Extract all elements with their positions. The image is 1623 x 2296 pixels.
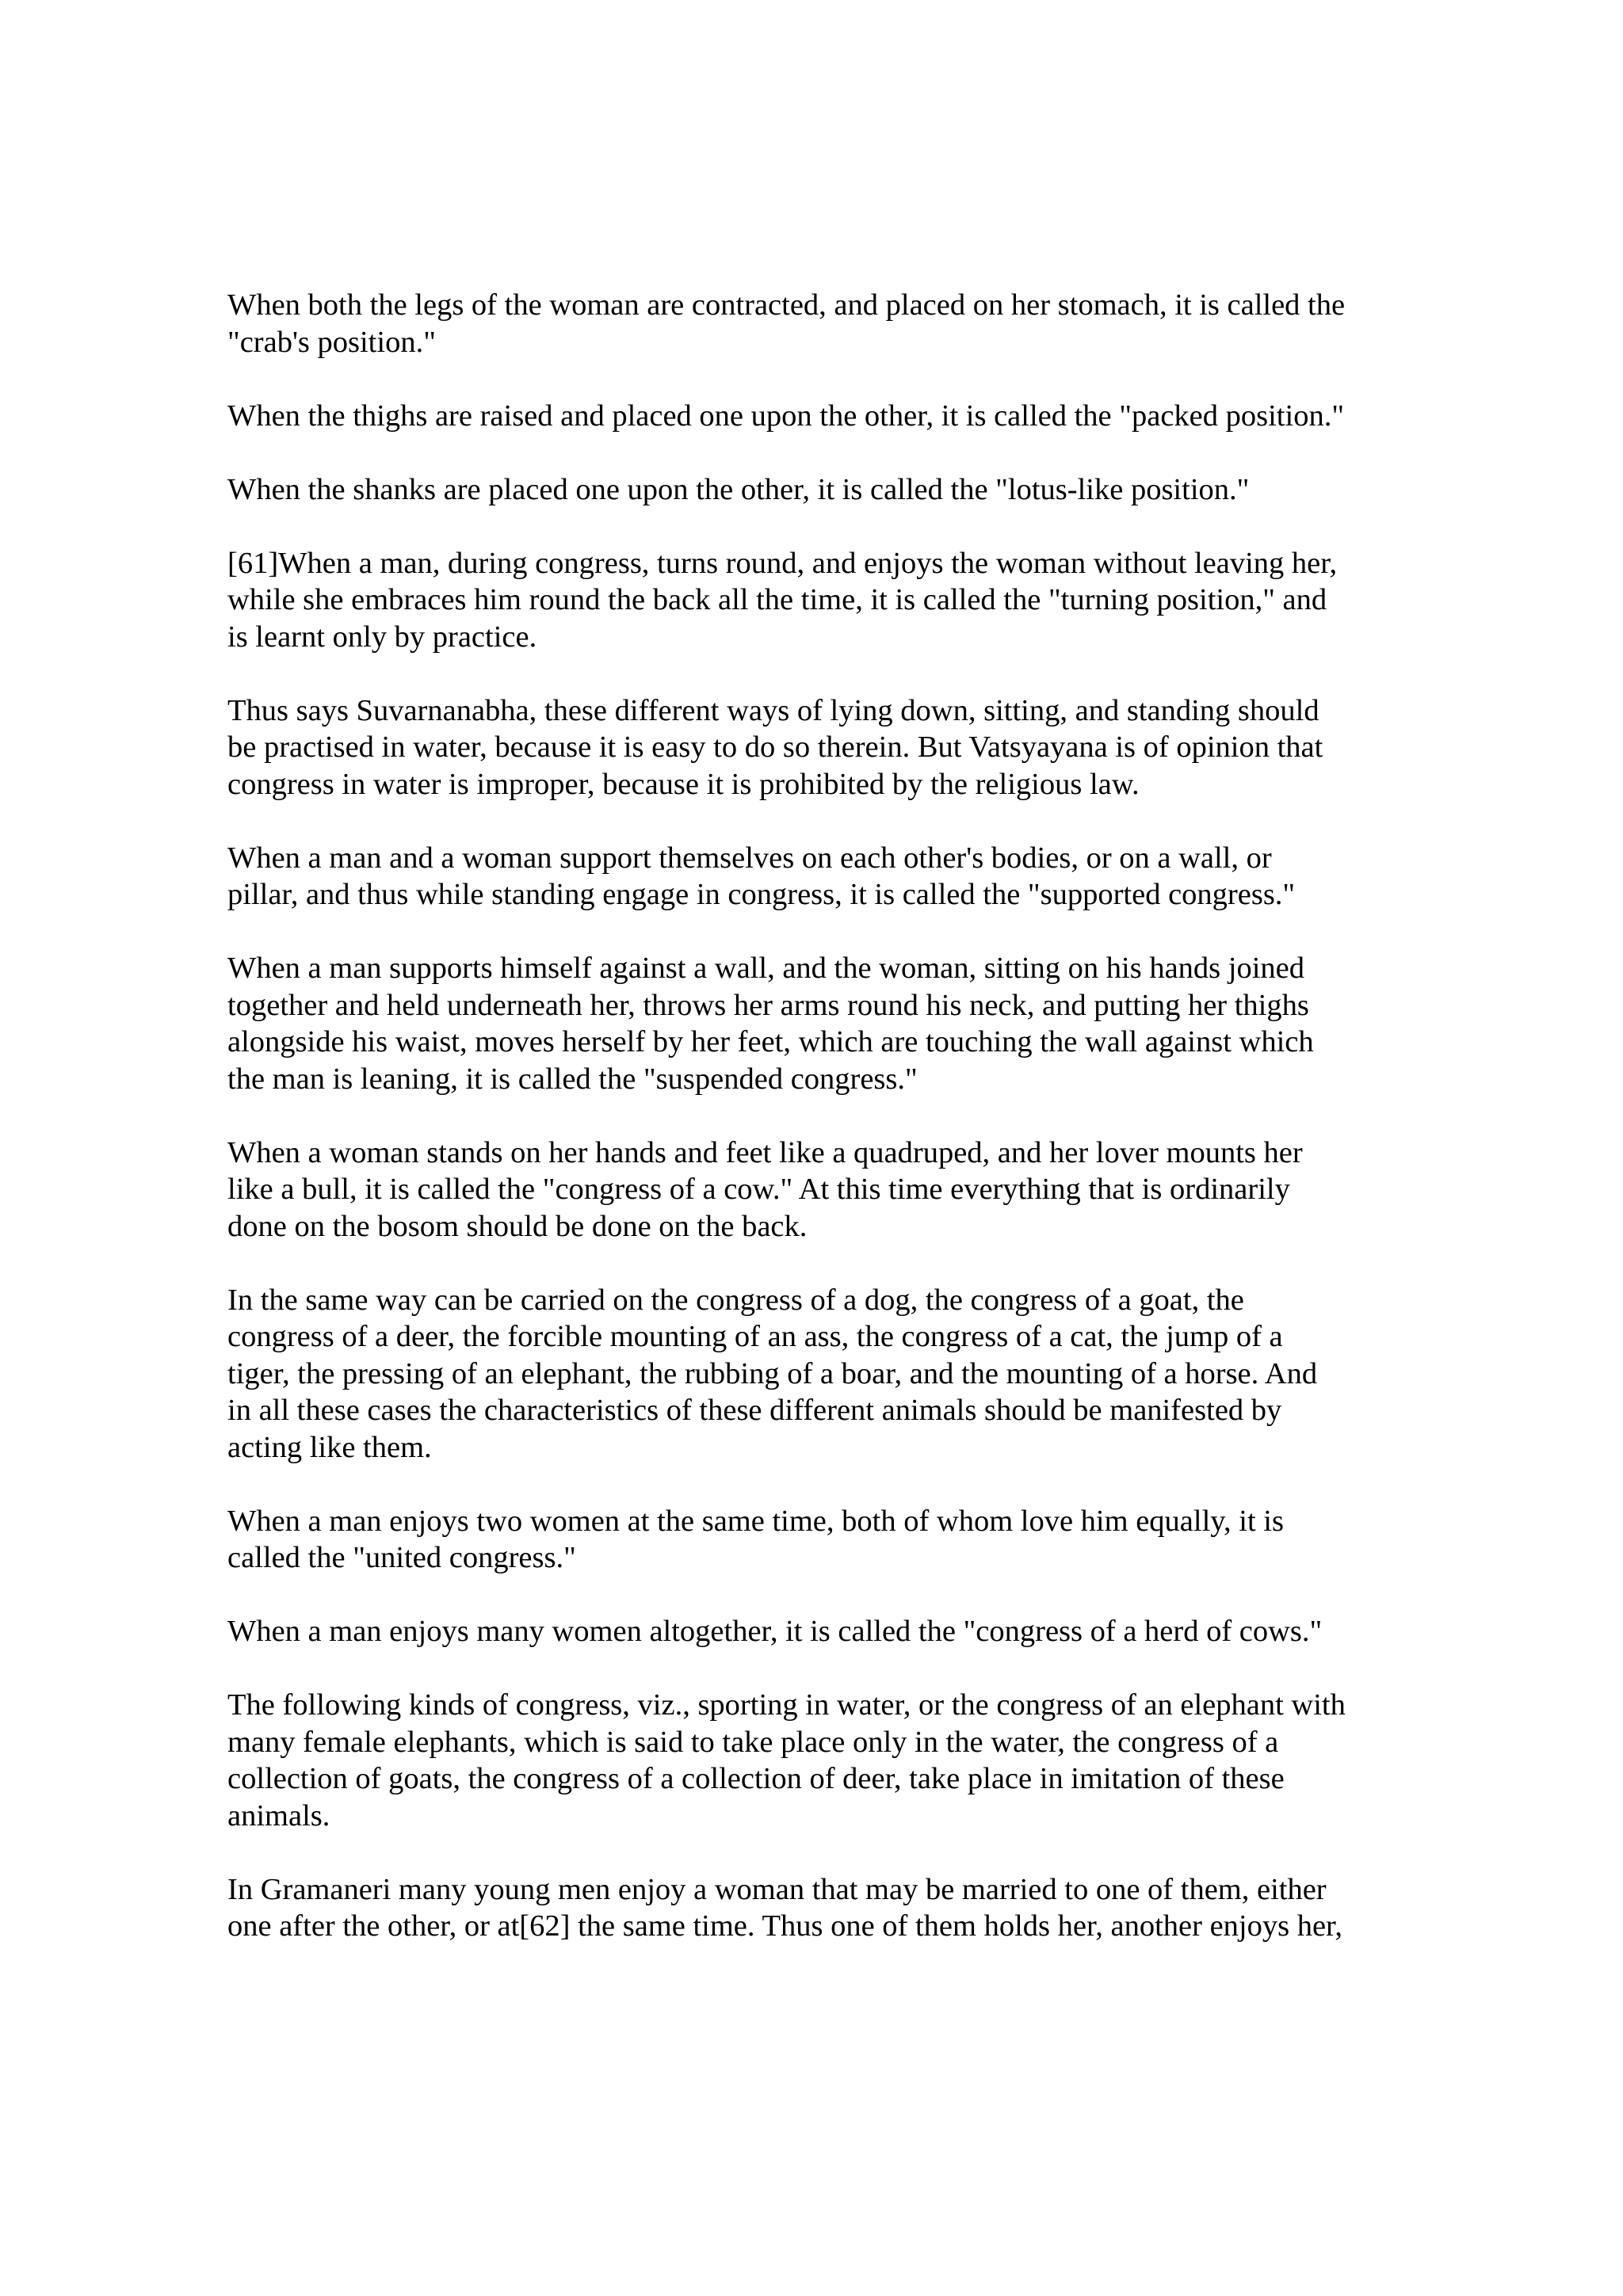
text-line: When a man and a woman support themselves on each other's bodies, or on a wall, or [227, 841, 1272, 875]
text-line: Thus says Suvarnanabha, these different ways of lying down, sitting, and standing should [227, 693, 1319, 727]
paragraph [227, 1871, 1416, 1945]
text-line: When a man enjoys two women at the same time, both of whom love him equally, it is [227, 1504, 1284, 1538]
text-line: When both the legs of the woman are contracted, and placed on her stomach, it is called the [227, 288, 1346, 322]
text-line: congress of a deer, the forcible mounting of an ass, the congress of a cat, the jump of a [227, 1320, 1283, 1353]
paragraph [227, 471, 1416, 509]
text-line: together and held underneath her, throws her arms round his neck, and putting her thighs [227, 988, 1309, 1022]
paragraph [227, 950, 1416, 1097]
text-line: be practised in water, because it is easy to do so therein. But Vatsyayana is of opinion that [227, 730, 1323, 764]
paragraph [227, 692, 1416, 803]
paragraph [227, 1687, 1416, 1834]
paragraph [227, 287, 1416, 360]
text-line: When a woman stands on her hands and feet like a quadruped, and her lover mounts her [227, 1135, 1303, 1169]
text-line: [61]When a man, during congress, turns round, and enjoys the woman without leaving her, [227, 546, 1338, 580]
text-line: in all these cases the characteristics of these different animals should be manifested by [227, 1394, 1282, 1427]
text-line: acting like them. [227, 1430, 432, 1464]
text-line: collection of goats, the congress of a collection of deer, take place in imitation of these [227, 1762, 1285, 1795]
text-line: When the shanks are placed one upon the other, it is called the "lotus-like position." [227, 472, 1250, 506]
text-line: pillar, and thus while standing engage in congress, it is called the "supported congress." [227, 878, 1296, 911]
text-line: called the "united congress." [227, 1541, 576, 1574]
paragraph [227, 1282, 1416, 1466]
text-line: many female elephants, which is said to take place only in the water, the congress of a [227, 1725, 1279, 1759]
text-line: When a man supports himself against a wall, and the woman, sitting on his hands joined [227, 952, 1305, 985]
text-line: congress in water is improper, because it is prohibited by the religious law. [227, 767, 1140, 801]
text-line: The following kinds of congress, viz., sporting in water, or the congress of an elephant with [227, 1688, 1346, 1722]
text-line: When the thighs are raised and placed one upon the other, it is called the "packed position." [227, 399, 1345, 433]
text-line: the man is leaning, it is called the "suspended congress." [227, 1062, 918, 1096]
text-line: tiger, the pressing of an elephant, the rubbing of a boar, and the mounting of a horse. And [227, 1356, 1318, 1390]
paragraph [227, 1613, 1416, 1650]
paragraph [227, 545, 1416, 656]
paragraph [227, 398, 1416, 435]
body-text [227, 287, 1416, 1981]
text-line: "crab's position." [227, 325, 436, 359]
paragraph [227, 840, 1416, 913]
text-line: animals. [227, 1798, 330, 1833]
text-line: is learnt only by practice. [227, 620, 537, 654]
text-line: one after the other, or at[62] the same time. Thus one of them holds her, another enjoys her, [227, 1909, 1342, 1943]
paragraph [227, 1503, 1416, 1577]
text-line: done on the bosom should be done on the back. [227, 1209, 808, 1243]
text-line: alongside his waist, moves herself by her feet, which are touching the wall against which [227, 1025, 1314, 1058]
text-line: In Gramaneri many young men enjoy a woman that may be married to one of them, either [227, 1872, 1327, 1906]
text-line: while she embraces him round the back all the time, it is called the "turning position," and [227, 583, 1327, 616]
paragraph [227, 1135, 1416, 1245]
text-line: In the same way can be carried on the congress of a dog, the congress of a goat, the [227, 1283, 1244, 1317]
text-line: like a bull, it is called the "congress of a cow." At this time everything that is ordinarily [227, 1173, 1290, 1206]
text-line: When a man enjoys many women altogether, it is called the "congress of a herd of cows." [227, 1615, 1323, 1648]
